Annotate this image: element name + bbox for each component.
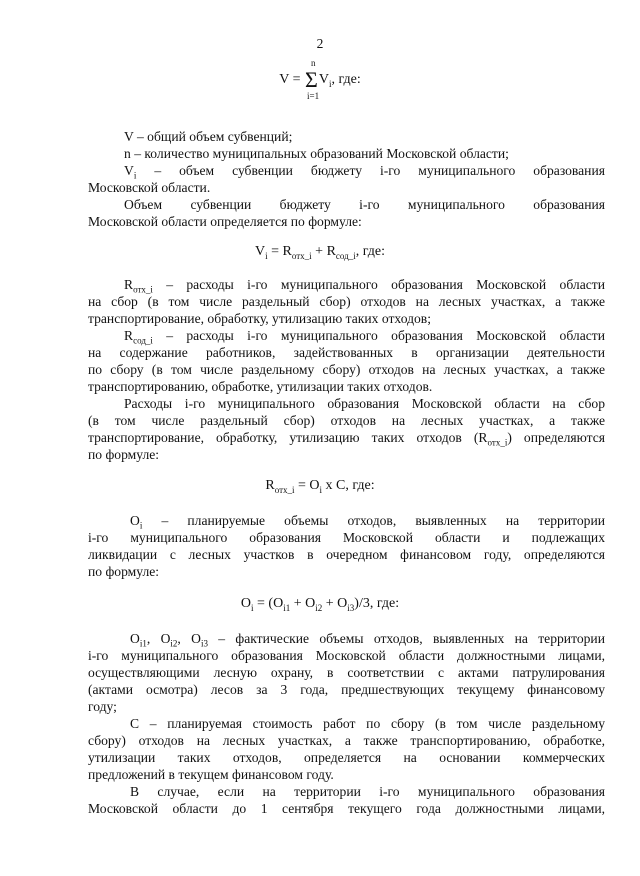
text-line: (в том числе раздельный сбор) отходов на лесных участках, а также (88, 413, 605, 428)
text-line: (актами осмотра) лесов за 3 года, предшествующих текущему финансовому (88, 682, 605, 697)
sigma-symbol: Σ n i=1 (305, 58, 320, 101)
definition-r-otx: $R_{отх\_i}$ – расходы i-го муниципального образования Московской области (124, 277, 605, 295)
text-line: предложений в текущем финансовом году. (88, 767, 334, 782)
formula-total-subvention: V = Σ n i=1 $V_i$, где: (279, 58, 361, 101)
text-line: i-го муниципального образования Московской области должностными лицами, (88, 648, 605, 663)
text-line: ликвидации с лесных участков в очередном финансовом году, определяются (88, 547, 605, 562)
text-line: Московской области до 1 сентября текущего года должностными лицами, (88, 801, 605, 816)
definition-c: С – планируемая стоимость работ по сбору (в том числе раздельному (130, 716, 605, 731)
text-line: Объем субвенции бюджету i-го муниципального образования (124, 197, 605, 212)
definition-vi: $V_i$ – объем субвенции бюджету i-го муниципального образования (124, 163, 605, 181)
definition-n: n – количество муниципальных образований Московской области; (124, 146, 509, 161)
definition-oi-123: $O_{i1}$, $O_{i2}$, $O_{i3}$ – фактические объемы отходов, выявленных на территории (130, 631, 605, 649)
formula-oi: $O_i = (O_{i1} + O_{i2} + O_{i3})/3$, где: (240, 596, 400, 613)
text-line: по сбору (в том числе раздельному сбору) отходов на лесных участках, а также (88, 362, 605, 377)
text-line: транспортирование, обработку, утилизацию таких отходов; (88, 311, 432, 326)
formula-r-otx: $R_{отх\_i} = O_i$ x C, где: (265, 478, 375, 495)
text-line: Московской области. (88, 180, 211, 195)
text-line: Расходы i-го муниципального образования Московской области на сбор (124, 396, 605, 411)
text-line: В случае, если на территории i-го муниципального образования (130, 784, 605, 799)
page-number: 2 (316, 36, 324, 51)
text-line: утилизации таких отходов, определяется на основании коммерческих (88, 750, 605, 765)
text-line: i-го муниципального образования Московской области и подлежащих (88, 530, 605, 545)
text-line: Московской области определяется по формуле: (88, 214, 362, 229)
formula-vi: $V_i = R_{отх\_i} + R_{сод\_i}$, где: (254, 244, 386, 261)
text-line: транспортирование, обработку, утилизацию таких отходов $(R_{отх\_i})$ определяются (88, 430, 605, 448)
definition-v: V – общий объем субвенций; (124, 129, 293, 144)
text-line: по формуле: (88, 447, 160, 462)
definition-oi: $O_i$ – планируемые объемы отходов, выявленных на территории (130, 513, 605, 531)
text-line: году; (88, 699, 117, 714)
definition-r-sod: $R_{сод\_i}$ – расходы i-го муниципального образования Московской области (124, 328, 605, 346)
text-line: по формуле: (88, 564, 160, 579)
text-line: на сбор (в том числе раздельный сбор) отходов на лесных участках, а также (88, 294, 605, 309)
text-line: на содержание работников, задействованных в организации деятельности (88, 345, 605, 360)
text-line: осуществляющими лесную охрану, в соответствии с актами патрулирования (88, 665, 605, 680)
text-line: сбору) отходов на лесных участках, а также транспортированию, обработке, (88, 733, 605, 748)
text-line: транспортированию, обработке, утилизации таких отходов. (88, 379, 433, 394)
